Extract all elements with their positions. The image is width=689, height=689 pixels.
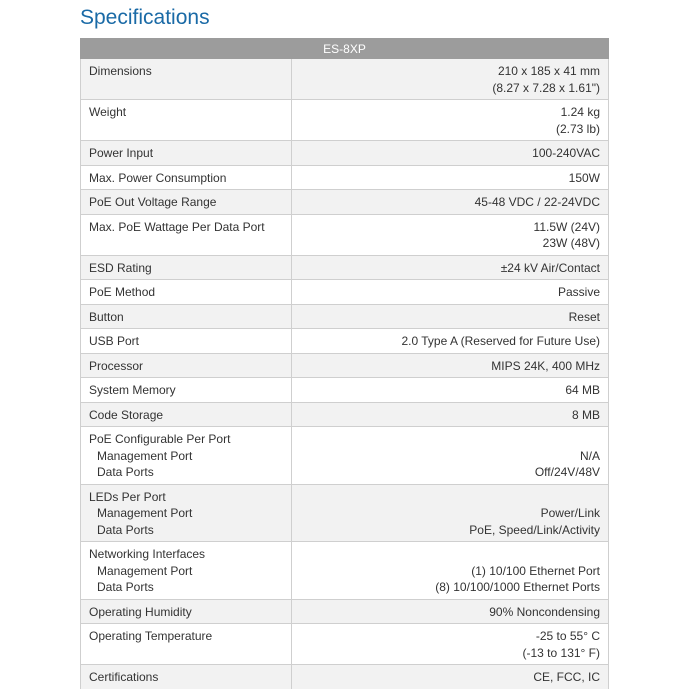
spec-label-cell <box>81 329 292 354</box>
table-row <box>81 402 609 427</box>
table-row <box>81 329 609 354</box>
spec-value-cell <box>292 665 609 689</box>
spec-value: ±24 kV Air/Contact <box>500 260 600 275</box>
spec-label-cell <box>81 542 292 600</box>
table-row <box>81 141 609 166</box>
spec-value: (-13 to 131° F) <box>522 645 600 660</box>
page-title: Specifications <box>80 6 210 29</box>
spec-label: Code Storage <box>89 407 164 422</box>
spec-sublabel: Management Port <box>97 506 193 520</box>
spec-label-cell <box>81 665 292 689</box>
spec-label: Processor <box>89 358 144 373</box>
spec-value: PoE, Speed/Link/Activity <box>469 522 600 537</box>
spec-value <box>300 489 600 506</box>
spec-value: MIPS 24K, 400 MHz <box>491 358 600 373</box>
spec-label: Certifications <box>89 670 159 684</box>
table-row <box>81 304 609 329</box>
spec-value: Power/Link <box>540 506 600 520</box>
spec-value <box>300 546 600 563</box>
spec-value-cell <box>292 304 609 329</box>
spec-sublabel: Management Port <box>97 448 193 463</box>
spec-sublabel: Data Ports <box>97 522 154 537</box>
spec-label-cell <box>81 190 292 215</box>
spec-value: (2.73 lb) <box>555 121 600 136</box>
spec-label-cell <box>81 280 292 305</box>
spec-value-cell <box>292 141 609 166</box>
spec-value: 90% Noncondensing <box>489 604 600 619</box>
spec-label: System Memory <box>89 383 176 397</box>
spec-label: Dimensions <box>89 64 152 78</box>
table-row <box>81 190 609 215</box>
spec-value-cell <box>292 353 609 378</box>
spec-label: PoE Method <box>89 285 156 299</box>
spec-label-cell <box>81 402 292 427</box>
spec-value: -25 to 55° C <box>535 629 600 643</box>
spec-label-cell <box>81 214 292 255</box>
spec-label: Networking Interfaces <box>89 547 206 561</box>
specifications-table <box>80 38 609 689</box>
spec-label-cell <box>81 304 292 329</box>
spec-sublabel: Data Ports <box>97 580 154 594</box>
spec-value: Off/24V/48V <box>534 465 600 479</box>
spec-value: (8) 10/100/1000 Ethernet Ports <box>435 580 600 594</box>
spec-value: Reset <box>568 309 600 324</box>
spec-label-cell <box>81 59 292 100</box>
spec-value-cell <box>292 378 609 403</box>
table-row <box>81 427 609 485</box>
spec-value-cell <box>292 599 609 624</box>
spec-sublabel: Management Port <box>97 563 193 578</box>
spec-value-cell <box>292 255 609 280</box>
spec-value-cell <box>292 624 609 665</box>
spec-value: 23W (48V) <box>542 236 600 250</box>
table-row <box>81 484 609 542</box>
spec-label: Operating Temperature <box>89 629 213 643</box>
table-row <box>81 165 609 190</box>
spec-value: 8 MB <box>571 407 600 422</box>
spec-value: 210 x 185 x 41 mm <box>497 64 600 78</box>
spec-value: 1.24 kg <box>560 105 600 119</box>
spec-label: Operating Humidity <box>89 604 192 619</box>
spec-value-cell <box>292 542 609 600</box>
spec-value: 45-48 VDC / 22-24VDC <box>474 195 600 209</box>
spec-value-cell <box>292 59 609 100</box>
table-header-model: ES-8XP <box>81 39 609 59</box>
spec-value: (1) 10/100 Ethernet Port <box>471 563 600 578</box>
table-header-row <box>81 39 609 59</box>
table-row <box>81 353 609 378</box>
table-row <box>81 542 609 600</box>
spec-label: LEDs Per Port <box>89 489 166 504</box>
spec-value <box>300 431 600 448</box>
table-row <box>81 59 609 100</box>
table-row <box>81 100 609 141</box>
spec-label-cell <box>81 165 292 190</box>
table-row <box>81 255 609 280</box>
spec-value-cell <box>292 329 609 354</box>
spec-value-cell <box>292 280 609 305</box>
spec-label: PoE Configurable Per Port <box>89 432 231 446</box>
specifications-table-body <box>81 59 609 689</box>
spec-value: CE, FCC, IC <box>533 670 600 684</box>
table-row <box>81 280 609 305</box>
spec-sublabel: Data Ports <box>97 465 154 479</box>
spec-label-cell <box>81 100 292 141</box>
spec-value-cell <box>292 402 609 427</box>
table-row <box>81 378 609 403</box>
table-row <box>81 624 609 665</box>
spec-label-cell <box>81 255 292 280</box>
spec-value-cell <box>292 190 609 215</box>
spec-label: Power Input <box>89 146 154 160</box>
spec-value: Passive <box>557 285 600 299</box>
spec-value: 100-240VAC <box>532 146 600 160</box>
spec-value-cell <box>292 484 609 542</box>
spec-value: 150W <box>568 170 600 185</box>
spec-label: Max. PoE Wattage Per Data Port <box>89 219 265 234</box>
spec-value-cell <box>292 100 609 141</box>
spec-label: Weight <box>89 105 127 119</box>
spec-label-cell <box>81 378 292 403</box>
spec-label-cell <box>81 141 292 166</box>
spec-label: Button <box>89 309 124 324</box>
spec-label-cell <box>81 427 292 485</box>
spec-label-cell <box>81 624 292 665</box>
table-row <box>81 665 609 689</box>
spec-value-cell <box>292 214 609 255</box>
spec-label-cell <box>81 353 292 378</box>
spec-value: (8.27 x 7.28 x 1.61") <box>492 80 600 95</box>
spec-value: 64 MB <box>565 383 600 397</box>
spec-value: 2.0 Type A (Reserved for Future Use) <box>401 334 600 348</box>
spec-label: Max. Power Consumption <box>89 170 227 185</box>
spec-value-cell <box>292 165 609 190</box>
spec-label: ESD Rating <box>89 260 152 275</box>
spec-label: USB Port <box>89 334 140 348</box>
table-row <box>81 599 609 624</box>
spec-label-cell <box>81 599 292 624</box>
spec-label-cell <box>81 484 292 542</box>
spec-value: 11.5W (24V) <box>533 219 600 234</box>
spec-label: PoE Out Voltage Range <box>89 195 217 209</box>
table-row <box>81 214 609 255</box>
spec-value-cell <box>292 427 609 485</box>
spec-value: N/A <box>579 448 600 463</box>
